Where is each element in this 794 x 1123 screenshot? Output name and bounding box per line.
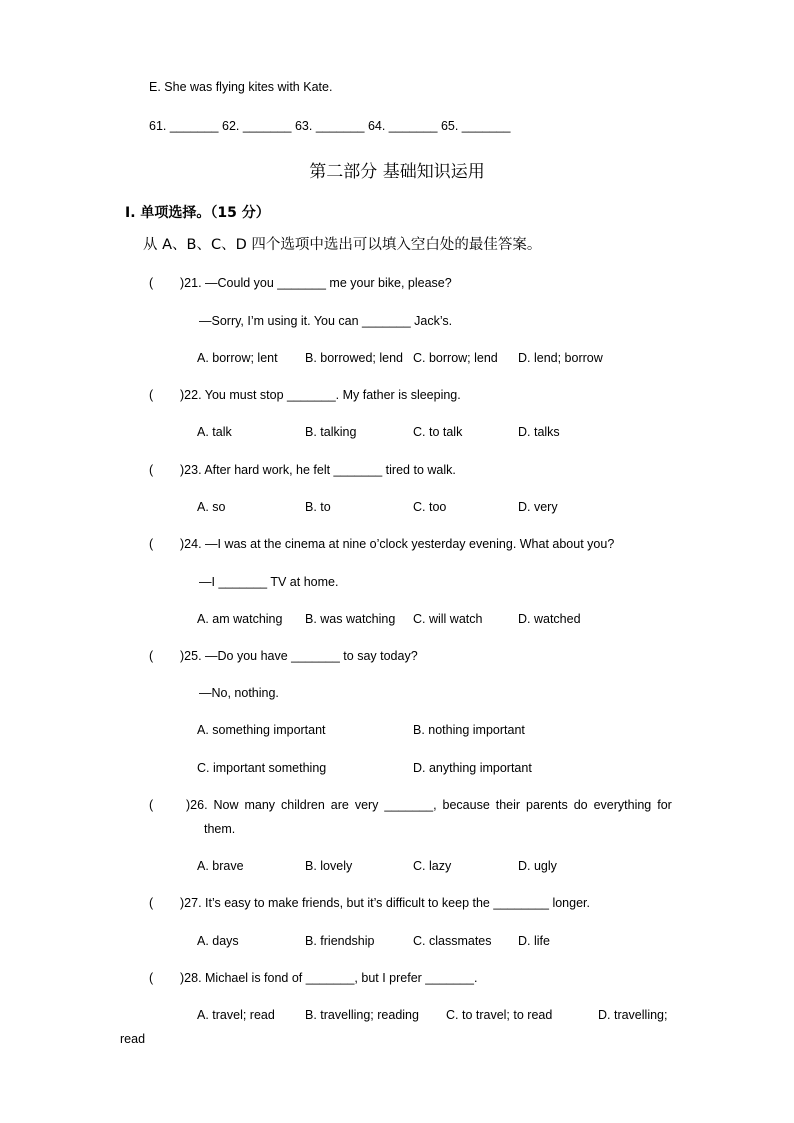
question-22-option-b: B. talking [305, 425, 357, 439]
question-26-option-a: A. brave [197, 859, 244, 873]
question-22-option-a: A. talk [197, 425, 232, 439]
question-25-option-b: B. nothing important [413, 723, 525, 737]
question-24-option-c: C. will watch [413, 612, 483, 626]
question-24-option-a: A. am watching [197, 612, 283, 626]
question-28-option-c: C. to travel; to read [446, 1008, 553, 1022]
answer-paren: ( [149, 971, 154, 985]
question-24-option-d: D. watched [518, 612, 581, 626]
question-22-option-d: D. talks [518, 425, 560, 439]
section-heading: Ⅰ. 单项选择。（15 分） [125, 205, 270, 221]
instruction: 从 A、B、C、D 四个选项中选出可以填入空白处的最佳答案。 [143, 237, 542, 253]
question-27-option-d: D. life [518, 934, 550, 948]
question-25-reply: —No, nothing. [199, 686, 279, 700]
question-23-option-b: B. to [305, 500, 331, 514]
question-24-stem: )24. —I was at the cinema at nine o’clock yesterday evening. What about you? [180, 537, 615, 551]
question-25-stem: )25. —Do you have _______ to say today? [180, 649, 418, 663]
option-e-text: E. She was flying kites with Kate. [149, 80, 333, 94]
question-25-option-a: A. something important [197, 723, 326, 737]
question-24-option-b: B. was watching [305, 612, 396, 626]
question-23-option-c: C. too [413, 500, 447, 514]
question-27-option-a: A. days [197, 934, 239, 948]
question-24-reply: —I _______ TV at home. [199, 575, 339, 589]
answer-paren: ( [149, 649, 154, 663]
question-23-option-d: D. very [518, 500, 558, 514]
answer-paren: ( [149, 463, 154, 477]
question-27-stem: )27. It’s easy to make friends, but it’s difficult to keep the ________ longer. [180, 896, 590, 910]
question-22-stem: )22. You must stop _______. My father is sleeping. [180, 388, 461, 402]
question-28-option-d: D. travelling; [598, 1008, 668, 1022]
question-21-option-d: D. lend; borrow [518, 351, 603, 365]
question-21-option-b: B. borrowed; lend [305, 351, 403, 365]
question-27-option-b: B. friendship [305, 934, 375, 948]
question-21-option-a: A. borrow; lent [197, 351, 278, 365]
question-28-stem: )28. Michael is fond of _______, but I prefer _______. [180, 971, 478, 985]
question-23-option-a: A. so [197, 500, 226, 514]
answer-paren: ( [149, 896, 154, 910]
question-21-reply: —Sorry, I’m using it. You can _______ Jack’s. [199, 314, 453, 328]
question-26-stem-continued: them. [204, 822, 236, 836]
question-28-option-a: A. travel; read [197, 1008, 275, 1022]
question-22-option-c: C. to talk [413, 425, 463, 439]
answer-paren: ( [149, 388, 154, 402]
question-26-stem: )26. Now many children are very _______, because their parents do everything for [186, 798, 672, 812]
question-25-option-c: C. important something [197, 761, 327, 775]
answer-paren: ( [149, 537, 154, 551]
question-27-option-c: C. classmates [413, 934, 492, 948]
question-28-option-d-wrap: read [120, 1032, 146, 1046]
question-26-option-b: B. lovely [305, 859, 353, 873]
answer-paren: ( [149, 798, 154, 812]
question-28-option-b: B. travelling; reading [305, 1008, 419, 1022]
part-title: 第二部分 基础知识运用 [309, 162, 485, 182]
question-26-option-d: D. ugly [518, 859, 557, 873]
question-26-option-c: C. lazy [413, 859, 452, 873]
answer-paren: ( [149, 276, 154, 290]
question-21-stem: )21. —Could you _______ me your bike, please? [180, 276, 452, 290]
question-25-option-d: D. anything important [413, 761, 532, 775]
question-21-option-c: C. borrow; lend [413, 351, 498, 365]
question-23-stem: )23. After hard work, he felt _______ tired to walk. [180, 463, 456, 477]
answer-blanks: 61. _______ 62. _______ 63. _______ 64. _______ 65. _______ [149, 119, 511, 133]
